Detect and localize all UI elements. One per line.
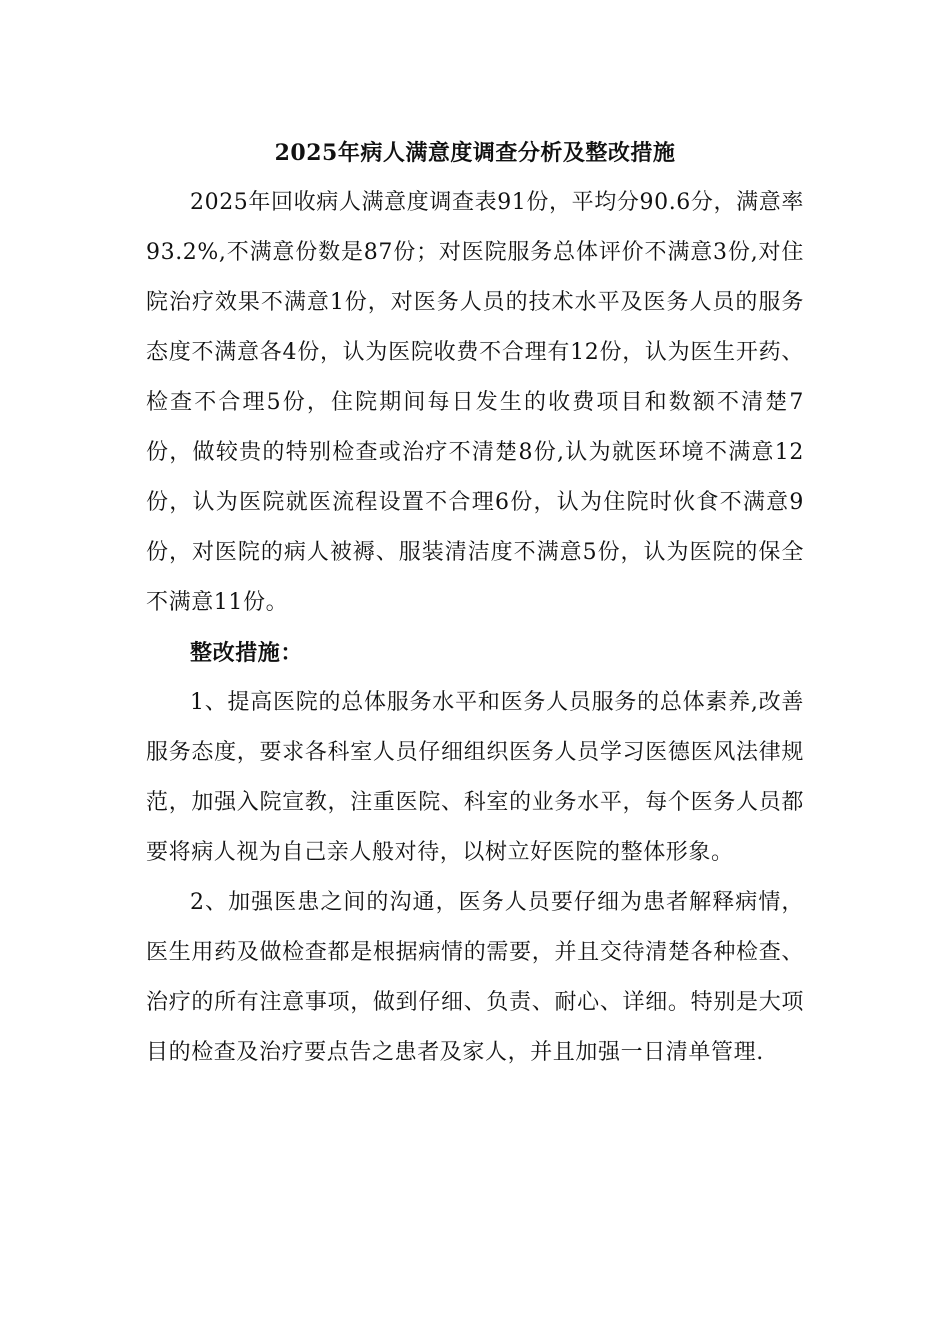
document-title: 2025年病人满意度调查分析及整改措施 [274, 140, 676, 166]
measure-item-2: 2、加强医患之间的沟通，医务人员要仔细为患者解释病情，医生用药及做检查都是根据病情的需要，并且交待清楚各种检查、治疗的所有注意事项，做到仔细、负责、耐心、详细。特别是大项目的检查及治疗要点告之患者及家人，并且加强一日清单管理. [146, 890, 804, 1065]
document-body [146, 128, 804, 1078]
summary-paragraph: 2025年回收病人满意度调查表91份，平均分90.6分，满意率93.2%,不满意份数是87份；对医院服务总体评价不满意3份,对住院治疗效果不满意1份，对医务人员的技术水平及医务人员的服务态度不满意各4份，认为医院收费不合理有12份，认为医生开药、检查不合理5份，住院期间每日发生的收费项目和数额不清楚7份，做较贵的特别检查或治疗不清楚8份,认为就医环境不满意12份，认为医院就医流程设置不合理6份，认为住院时伙食不满意9份，对医院的病人被褥、服装清洁度不满意5份，认为医院的保全不满意11份。 [146, 190, 804, 615]
measures-heading: 整改措施： [190, 640, 304, 666]
measure-item-1: 1、提高医院的总体服务水平和医务人员服务的总体素养,改善服务态度，要求各科室人员仔细组织医务人员学习医德医风法律规范，加强入院宣教，注重医院、科室的业务水平，每个医务人员都要将病人视为自己亲人般对待，以树立好医院的整体形象。 [146, 690, 804, 865]
